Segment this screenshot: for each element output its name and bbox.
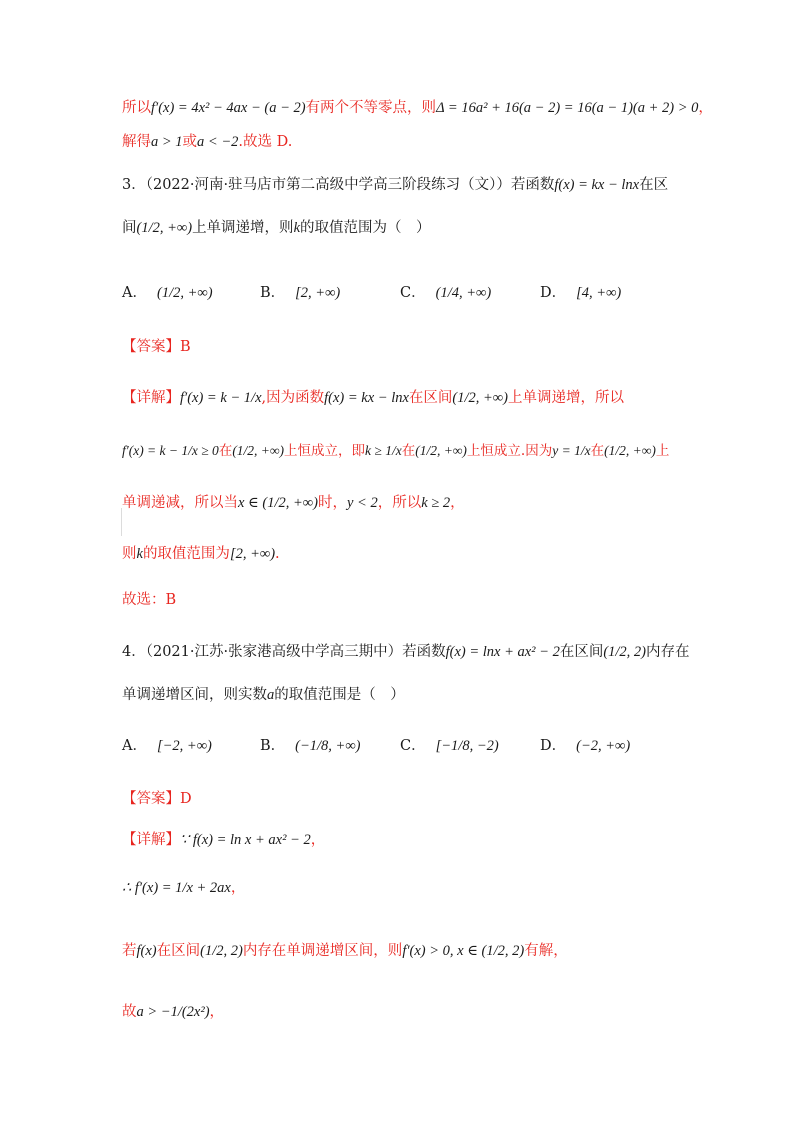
q3-option-c	[400, 282, 491, 304]
q4-answer: 【答案】D	[122, 791, 192, 807]
formula: k ≥ 1/x	[365, 443, 402, 458]
text: 解得	[122, 134, 151, 150]
formula: f′(x) = k − 1/x	[180, 390, 262, 406]
text: .故选 D.	[238, 134, 293, 150]
text: ，	[310, 832, 326, 848]
option-label: A．	[122, 738, 147, 754]
formula: a < −2	[197, 134, 239, 150]
text: ,因为函数	[261, 390, 325, 406]
q3-stem-line-2	[122, 217, 740, 239]
text: 3．（2022·河南·驻马店市第二高级中学高三阶段练习（文））若函数	[122, 177, 555, 193]
option-label: C．	[400, 738, 426, 754]
option-value: (−2, +∞)	[576, 738, 631, 754]
text: ，	[450, 495, 465, 511]
text: 内存在	[646, 644, 690, 660]
q4-stem-line-2	[122, 684, 740, 706]
formula: f(x) = kx − lnx	[324, 390, 409, 406]
text: 单调递增区间，则实数	[122, 687, 267, 703]
q4-stem-line-1	[122, 641, 740, 663]
formula: y = 1/x	[552, 443, 591, 458]
formula: (1/2, +∞)	[232, 443, 285, 458]
text: 在	[401, 443, 416, 459]
text: 内存在单调递增区间，则	[242, 943, 403, 959]
q3-option-d	[540, 282, 621, 304]
option-value: [−1/8, −2)	[435, 738, 499, 754]
text: 上恒成立.因为	[466, 443, 553, 459]
text: 在区	[639, 177, 669, 193]
detail-heading: 【详解】	[122, 832, 180, 848]
formula: a > −1/(2x²)	[136, 1004, 210, 1020]
option-label: D．	[540, 738, 567, 754]
text: 或	[182, 134, 198, 150]
formula: f(x) = lnx + ax² − 2	[445, 644, 560, 660]
formula: a	[267, 687, 275, 703]
text: 上单调递增，则	[192, 220, 294, 236]
option-label: D．	[540, 285, 567, 301]
q4-option-b	[260, 735, 361, 757]
text: 故	[122, 1004, 137, 1020]
formula: ∴ f′(x) = 1/x + 2ax	[122, 880, 231, 896]
option-label: A．	[122, 285, 147, 301]
text: 上单调递增，所以	[507, 390, 624, 406]
formula: a > 1	[151, 134, 183, 150]
formula: f′(x) = 4x² − 4ax − (a − 2)	[151, 100, 306, 116]
text: ，所以	[377, 495, 422, 511]
text: ，	[698, 100, 713, 116]
q3-stem-line-1	[122, 174, 740, 196]
formula: f(x) = kx − lnx	[554, 177, 640, 193]
text: 在	[590, 443, 605, 459]
formula: (1/2, +∞)	[136, 220, 193, 236]
q4-detail-line-3	[122, 940, 740, 962]
option-value: (−1/8, +∞)	[295, 738, 361, 754]
text: 则	[122, 546, 137, 562]
text: 在区间	[408, 390, 453, 406]
q3-answer: 【答案】B	[122, 339, 191, 355]
text: 时，	[317, 495, 347, 511]
text: 在区间	[559, 644, 604, 660]
text: 上恒成立，即	[284, 443, 366, 459]
q4-option-c	[400, 735, 499, 757]
detail-heading: 【详解】	[122, 390, 180, 406]
text: .	[275, 546, 280, 562]
q4-detail-line-2	[122, 877, 740, 899]
q3-detail-line-2	[122, 440, 740, 462]
formula: k	[293, 220, 300, 236]
text: 4．（2021·江苏·张家港高级中学高三期中）若函数	[122, 644, 446, 660]
text: 的取值范围为	[142, 546, 230, 562]
q3-conclusion: 故选：B	[122, 592, 177, 608]
option-label: C．	[400, 285, 426, 301]
option-label: B．	[260, 285, 286, 301]
q4-option-d	[540, 735, 630, 757]
prev-solution-line-1	[122, 97, 740, 119]
q4-detail-line-1	[122, 829, 740, 851]
formula: k	[136, 546, 143, 562]
q3-option-a	[122, 282, 213, 304]
option-value: [2, +∞)	[295, 285, 341, 301]
text: 有解，	[524, 943, 568, 959]
text: 的取值范围为（ ）	[300, 220, 431, 236]
text: 间	[122, 220, 137, 236]
text: 单调递减，所以当	[122, 495, 238, 511]
formula: f′(x) = k − 1/x ≥ 0	[122, 443, 219, 458]
option-value: (1/2, +∞)	[156, 285, 213, 301]
formula: f′(x) > 0, x ∈ (1/2, 2)	[402, 943, 525, 959]
text: 所以	[122, 100, 151, 116]
formula: k ≥ 2	[421, 495, 451, 511]
text: ，	[209, 1004, 225, 1020]
formula: f(x)	[136, 943, 157, 959]
text: 若	[122, 943, 137, 959]
formula: (1/2, 2)	[200, 943, 243, 959]
text: 在	[218, 443, 233, 459]
q3-detail-line-1	[122, 387, 740, 409]
option-value: (1/4, +∞)	[435, 285, 492, 301]
formula: [2, +∞)	[229, 546, 276, 562]
text: 有两个不等零点，则	[305, 100, 437, 116]
q4-detail-line-4	[122, 1001, 740, 1023]
prev-solution-line-2	[122, 131, 740, 153]
option-value: [4, +∞)	[576, 285, 622, 301]
formula: x ∈ (1/2, +∞)	[238, 495, 318, 511]
option-label: B．	[260, 738, 286, 754]
formula: (1/2, +∞)	[604, 443, 656, 458]
formula: ∵ f(x) = ln x + ax² − 2	[180, 832, 311, 848]
formula: y < 2	[346, 495, 378, 511]
text: ，	[230, 880, 246, 896]
q3-detail-line-4	[122, 543, 740, 565]
q3-option-b	[260, 282, 340, 304]
formula: (1/2, +∞)	[452, 390, 508, 406]
q4-option-a	[122, 735, 212, 757]
text: 在区间	[156, 943, 201, 959]
text: 上	[655, 443, 670, 459]
q3-detail-line-3	[122, 492, 740, 514]
option-value: [−2, +∞)	[156, 738, 212, 754]
formula: (1/2, +∞)	[415, 443, 467, 458]
formula: Δ = 16a² + 16(a − 2) = 16(a − 1)(a + 2) > 0	[436, 100, 699, 116]
text: 的取值范围是（ ）	[274, 687, 405, 703]
formula: (1/2, 2)	[603, 644, 647, 660]
